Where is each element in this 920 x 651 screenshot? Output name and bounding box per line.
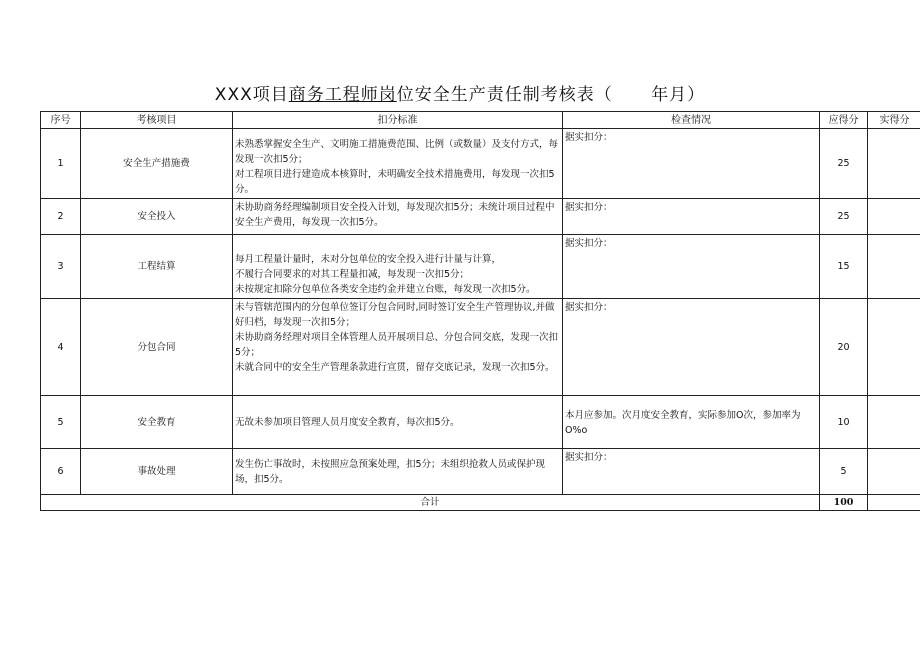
header-check: 检查情况 — [563, 112, 820, 129]
title-underlined: 商务工程师岗 — [288, 85, 397, 105]
criteria-line: 不履行合同要求的对其工程量扣减，每发现一次扣5分； — [235, 269, 470, 280]
table-row — [41, 235, 920, 299]
row-no: 4 — [41, 299, 81, 396]
row-criteria — [233, 199, 563, 235]
row-item: 安全投入 — [81, 199, 233, 235]
page-title — [0, 80, 920, 105]
table-row — [41, 396, 920, 449]
header-criteria: 扣分标准 — [233, 112, 563, 129]
criteria-line: 未与管辖范围内的分包单位签订分包合同时,同时签订安全生产管理协议,并做好归档，每发现一次扣5分； — [235, 302, 555, 328]
row-criteria — [233, 449, 563, 495]
header-item: 考核项目 — [81, 112, 233, 129]
row-criteria — [233, 396, 563, 449]
row-check[interactable]: 据实扣分： — [563, 235, 820, 299]
criteria-line: 每月工程量计量时，未对分包单位的安全投入进行计量与计算， — [235, 254, 502, 265]
row-item: 工程结算 — [81, 235, 233, 299]
header-score: 应得分 — [820, 112, 868, 129]
criteria-line: 未就合同中的安全生产管理条款进行宣贯，留存交底记录，发现一次扣5分。 — [235, 362, 555, 373]
table-row — [41, 199, 920, 235]
row-check[interactable]: 据实扣分： — [563, 129, 820, 199]
header-actual: 实得分 — [868, 112, 920, 129]
table-row — [41, 299, 920, 396]
row-score: 5 — [820, 449, 868, 495]
row-check[interactable]: 本月应参加。次月度安全教育，实际参加O次，参加率为O%o — [563, 396, 820, 449]
row-actual[interactable] — [868, 129, 920, 199]
row-score: 25 — [820, 129, 868, 199]
title-prefix: XXX项目 — [214, 85, 289, 105]
row-no: 2 — [41, 199, 81, 235]
row-criteria — [233, 299, 563, 396]
total-score: 100 — [820, 495, 868, 511]
criteria-line: 未熟悉掌握安全生产、文明施工措施费范围、比例（或数量）及支付方式，每发现一次扣5分； — [235, 139, 559, 165]
total-row — [41, 495, 920, 511]
criteria-line: 无故未参加项目管理人员月度安全教育，每次扣5分。 — [235, 417, 460, 428]
criteria-line: 对工程项目进行建造成本核算时，未明确安全技术措施费用，每发现一次扣5分。 — [235, 169, 555, 195]
title-suffix: 位安全生产责任制考核表（ — [396, 85, 613, 105]
row-check[interactable]: 据实扣分： — [563, 449, 820, 495]
row-check[interactable]: 据实扣分： — [563, 299, 820, 396]
row-item: 安全教育 — [81, 396, 233, 449]
row-no: 3 — [41, 235, 81, 299]
row-item: 安全生产措施费 — [81, 129, 233, 199]
row-actual[interactable] — [868, 396, 920, 449]
assessment-table — [40, 111, 920, 511]
row-score: 20 — [820, 299, 868, 396]
row-score: 10 — [820, 396, 868, 449]
row-check[interactable]: 据实扣分： — [563, 199, 820, 235]
criteria-line: 未按规定扣除分包单位各类安全违约金并建立台账，每发现一次扣5分。 — [235, 284, 536, 295]
row-item: 分包合同 — [81, 299, 233, 396]
row-actual[interactable] — [868, 199, 920, 235]
row-no: 6 — [41, 449, 81, 495]
row-score: 25 — [820, 199, 868, 235]
row-actual[interactable] — [868, 449, 920, 495]
criteria-line: 发生伤亡事故时，未按照应急预案处理，扣5分；未组织抢救人员或保护现场，扣5分。 — [235, 459, 546, 485]
row-criteria — [233, 129, 563, 199]
row-score: 15 — [820, 235, 868, 299]
table-row — [41, 449, 920, 495]
criteria-line: 未协助商务经理编制项目安全投入计划，每发现次扣5分；未统计项目过程中安全生产费用，每发现一次扣5分。 — [235, 202, 555, 228]
title-date: 年月） — [651, 85, 706, 105]
row-no: 5 — [41, 396, 81, 449]
total-actual[interactable] — [868, 495, 920, 511]
total-label: 合计 — [41, 495, 820, 511]
title-blank — [613, 85, 651, 105]
row-criteria — [233, 235, 563, 299]
header-no: 序号 — [41, 112, 81, 129]
row-actual[interactable] — [868, 235, 920, 299]
row-actual[interactable] — [868, 299, 920, 396]
criteria-line: 未协助商务经理对项目全体管理人员开展项目总、分包合同交底，发现一次扣5分； — [235, 332, 559, 358]
row-item: 事故处理 — [81, 449, 233, 495]
row-no: 1 — [41, 129, 81, 199]
table-row — [41, 129, 920, 199]
header-row — [41, 112, 920, 129]
